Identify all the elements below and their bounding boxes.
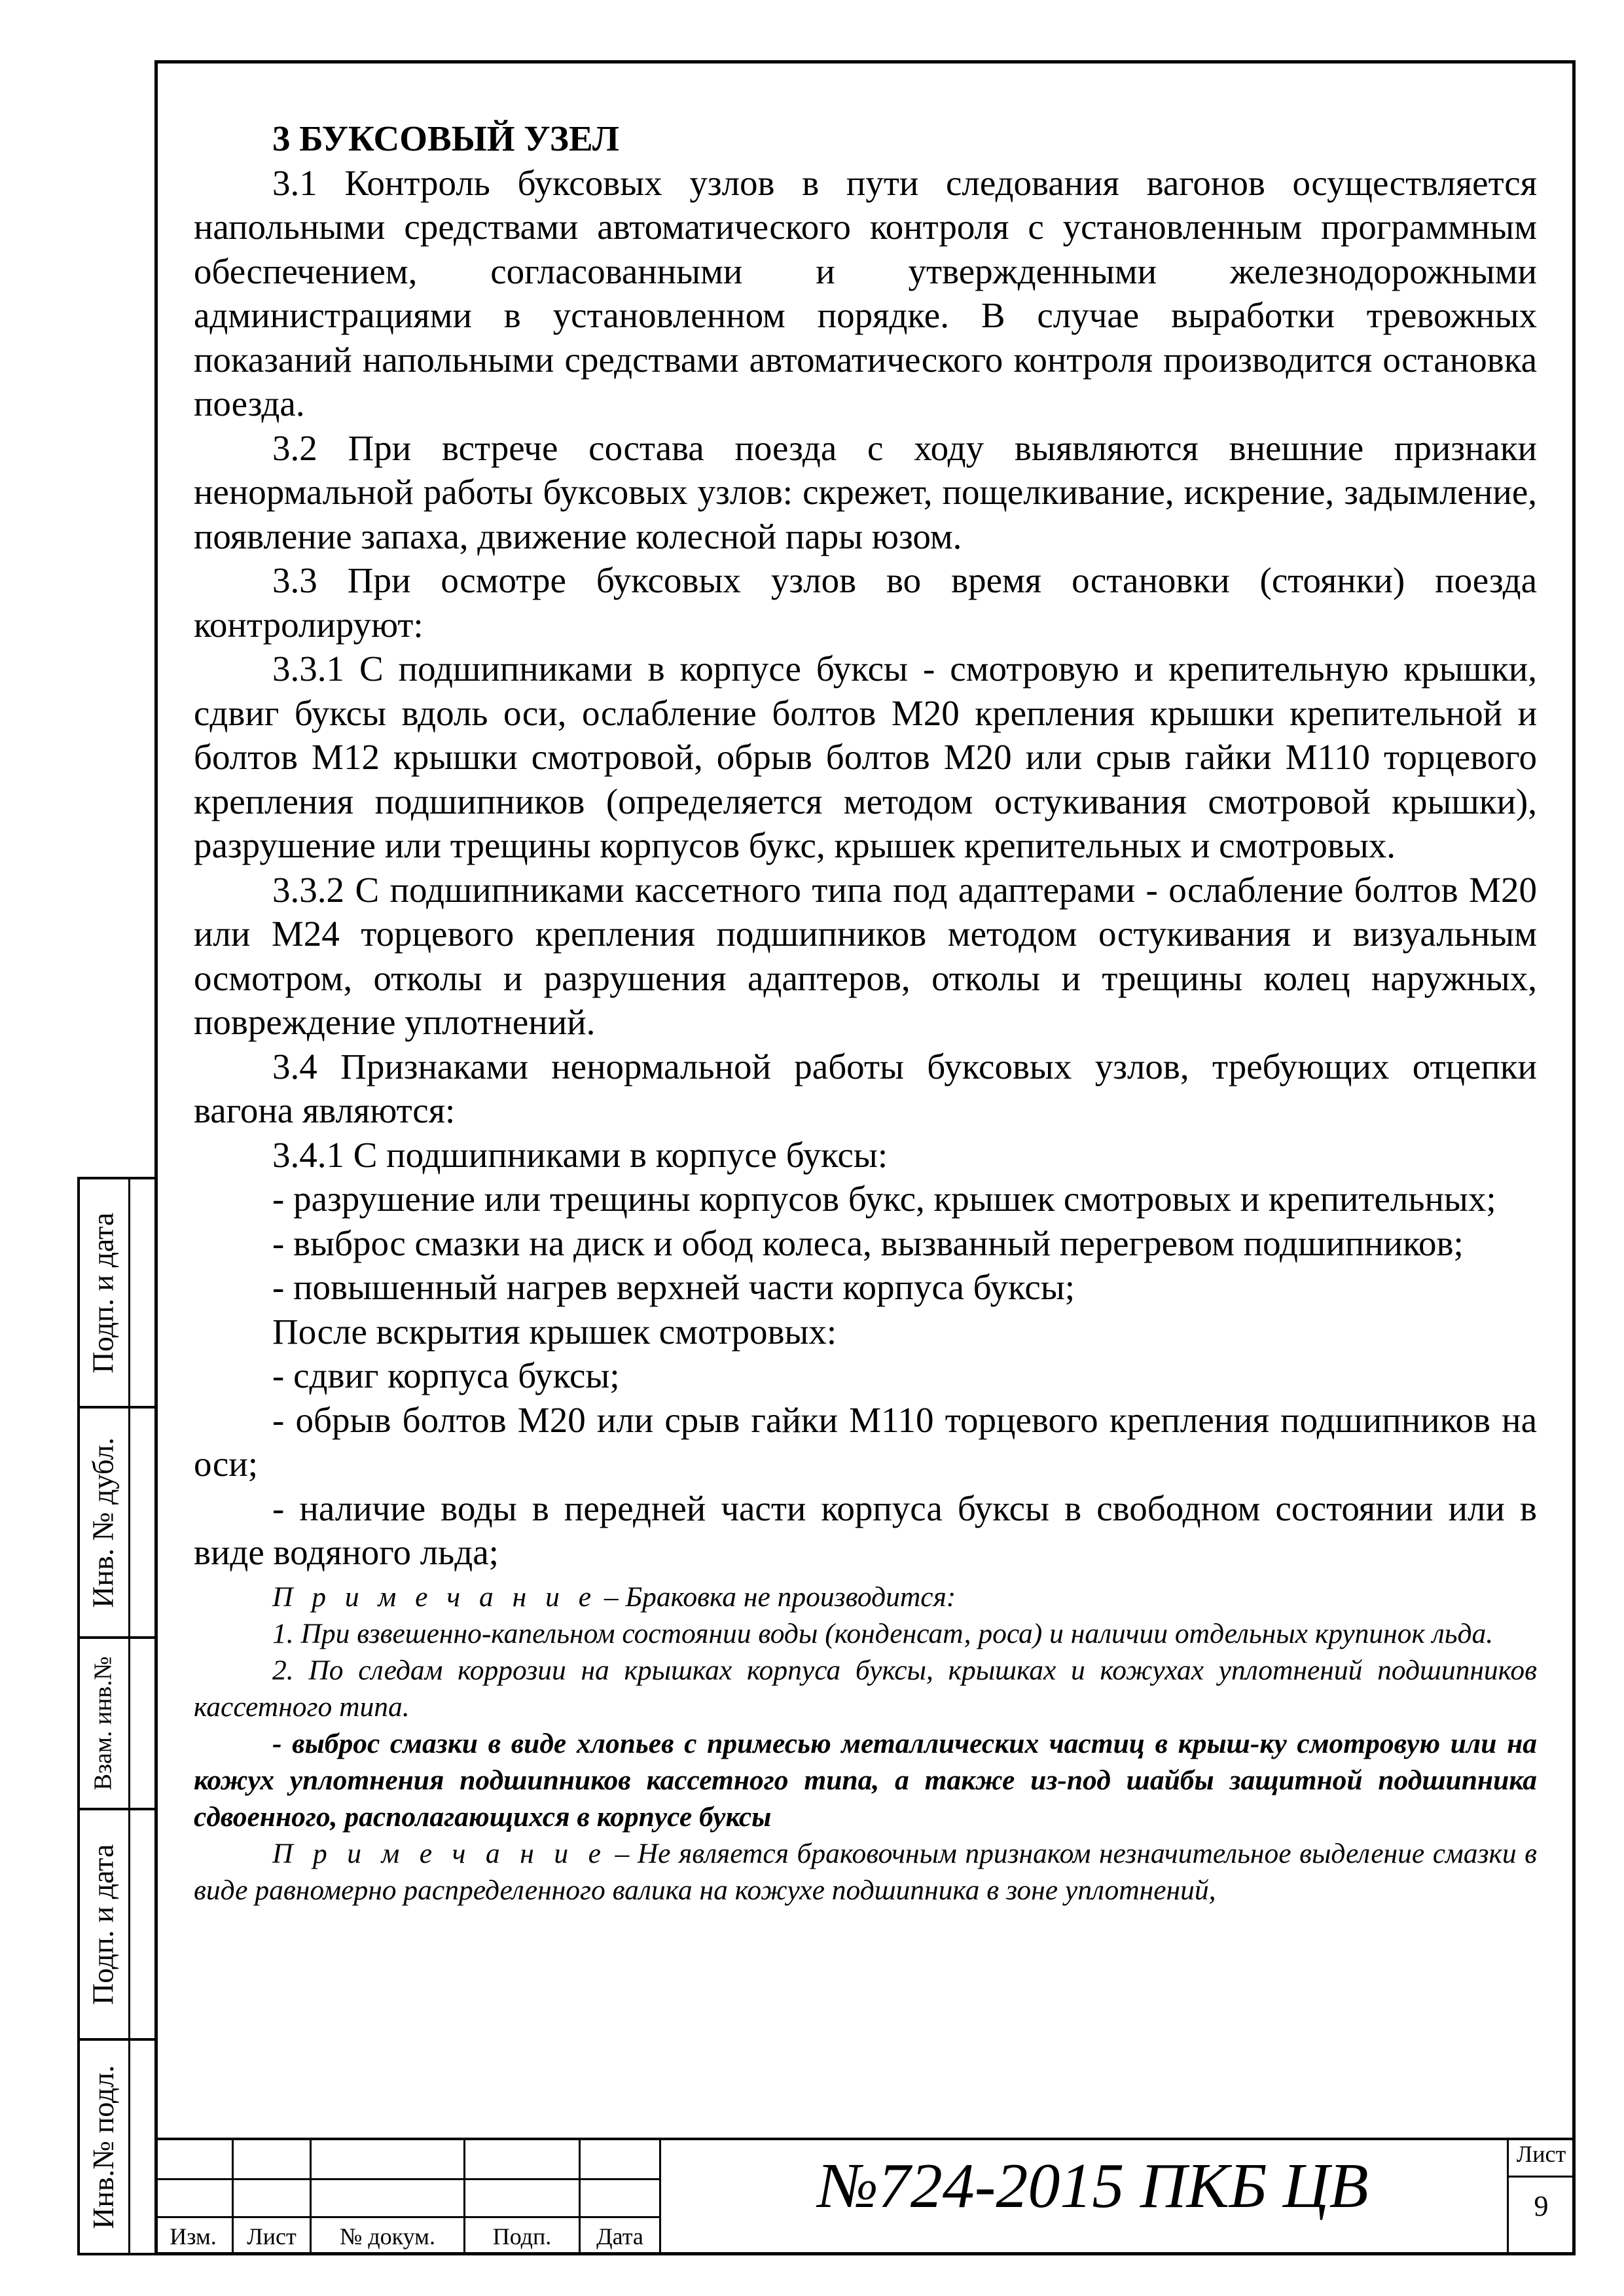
list-item: - разрушение или трещины корпусов букс, крышек смотровых и крепительных; <box>272 1179 1496 1219</box>
document-number: №724-2015 ПКБ ЦВ <box>818 2151 1369 2221</box>
after-opening-line: После вскрытия крышек смотровых: <box>272 1311 837 1352</box>
paragraph-3-3-1: 3.3.1 С подшипниками в корпусе буксы - смотровую и крепительную крышки, сдвиг буксы вдоль оси, ослабление болтов М20 крепления крышки крепительной и болтов М12 крышки смотровой, обрыв болтов М20 или срыв гайки М110 торцевого крепления подшипников (определяется методом остукивания смотровой крышки), разрушение или трещины корпусов букс, крышек крепительных и смотровых. <box>194 649 1537 865</box>
side-label-podp-data-top: Подп. и дата <box>86 1212 120 1373</box>
sheet-number: 9 <box>1534 2190 1549 2222</box>
note-item-3: - выброс смазки в виде хлопьев с примесью металлических частиц в крыш-ку смотровую или на кожух уплотнения подшипников кассетного типа, а также из-под шайбы защитной подшипника сдвоенного, располагающихся в корпусе буксы <box>194 1727 1537 1833</box>
title-block-dokum: № докум. <box>340 2223 435 2250</box>
title-block-row-line <box>154 2178 661 2180</box>
title-block-list: Лист <box>247 2223 297 2250</box>
side-label-vzam-inv: Взам. инв.№ <box>89 1656 117 1791</box>
section-heading: 3 БУКСОВЫЙ УЗЕЛ <box>272 118 619 158</box>
paragraph-3-3-2: 3.3.2 С подшипниками кассетного типа под адаптерами - ослабление болтов М20 или М24 торцевого крепления подшипников методом остукивания и визуальным осмотром, отколы и разрушения адаптеров, отколы и трещины колец наружных, повреждение уплотнений. <box>194 869 1537 1042</box>
paragraph-3-4: 3.4 Признаками ненормальной работы буксовых узлов, требующих отцепки вагона являются: <box>194 1046 1537 1130</box>
paragraph-3-3: 3.3 При осмотре буксовых узлов во время остановки (стоянки) поезда контролируют: <box>194 560 1537 645</box>
side-label-inv-dubl: Инв. № дубл. <box>86 1437 120 1608</box>
sheet-label: Лист <box>1516 2141 1566 2167</box>
list-item: - наличие воды в передней части корпуса буксы в свободном состоянии или в виде водяного льда; <box>194 1488 1537 1572</box>
title-block-izm: Изм. <box>170 2223 217 2250</box>
document-body <box>194 117 1537 1909</box>
list-item: - сдвиг корпуса буксы; <box>272 1355 620 1395</box>
paragraph-3-1: 3.1 Контроль буксовых узлов в пути следования вагонов осуществляется напольными средствами автоматического контроля с установленным программным обеспечением, согласованными и утвержденными железнодорожными администрациями в установленном порядке. В случае выработки тревожных показаний напольными средствами автоматического контроля производится остановка поезда. <box>194 162 1537 423</box>
title-block-top-border <box>154 2138 1576 2140</box>
paragraph-3-4-1: 3.4.1 С подшипниками в корпусе буксы: <box>272 1134 888 1175</box>
note-2: П р и м е ч а н и е – Не является браковочным признаком незначительное выделение смазки в виде равномерно распределенного валика на кожухе подшипника в зоне уплотнений, <box>194 1837 1538 1906</box>
note-1-header: П р и м е ч а н и е – Браковка не производится: <box>272 1581 956 1613</box>
list-item: - обрыв болтов М20 или срыв гайки М110 торцевого крепления подшипников на оси; <box>194 1399 1537 1484</box>
list-item: - выброс смазки на диск и обод колеса, вызванный перегревом подшипников; <box>272 1223 1464 1263</box>
title-block-row-line <box>154 2216 661 2218</box>
side-strip-divider <box>128 1177 130 2255</box>
note-1-item-1: 1. При взвешенно-капельном состоянии воды (конденсат, роса) и наличии отдельных крупинок льда. <box>272 1617 1494 1649</box>
title-block-data: Дата <box>596 2223 643 2250</box>
note-1-item-2: 2. По следам коррозии на крышках корпуса буксы, крышках и кожухах уплотнений подшипников кассетного типа. <box>194 1654 1537 1723</box>
side-label-podp-data-bottom: Подп. и дата <box>86 1844 120 2005</box>
side-label-inv-podl: Инв.№ подл. <box>86 2064 120 2229</box>
title-block-podp: Подп. <box>492 2223 552 2250</box>
paragraph-3-2: 3.2 При встрече состава поезда с ходу выявляются внешние признаки ненормальной работы буксовых узлов: скрежет, пощелкивание, искрение, задымление, появление запаха, движение колесной пары юзом. <box>194 427 1537 556</box>
list-item: - повышенный нагрев верхней части корпуса буксы; <box>272 1267 1075 1307</box>
